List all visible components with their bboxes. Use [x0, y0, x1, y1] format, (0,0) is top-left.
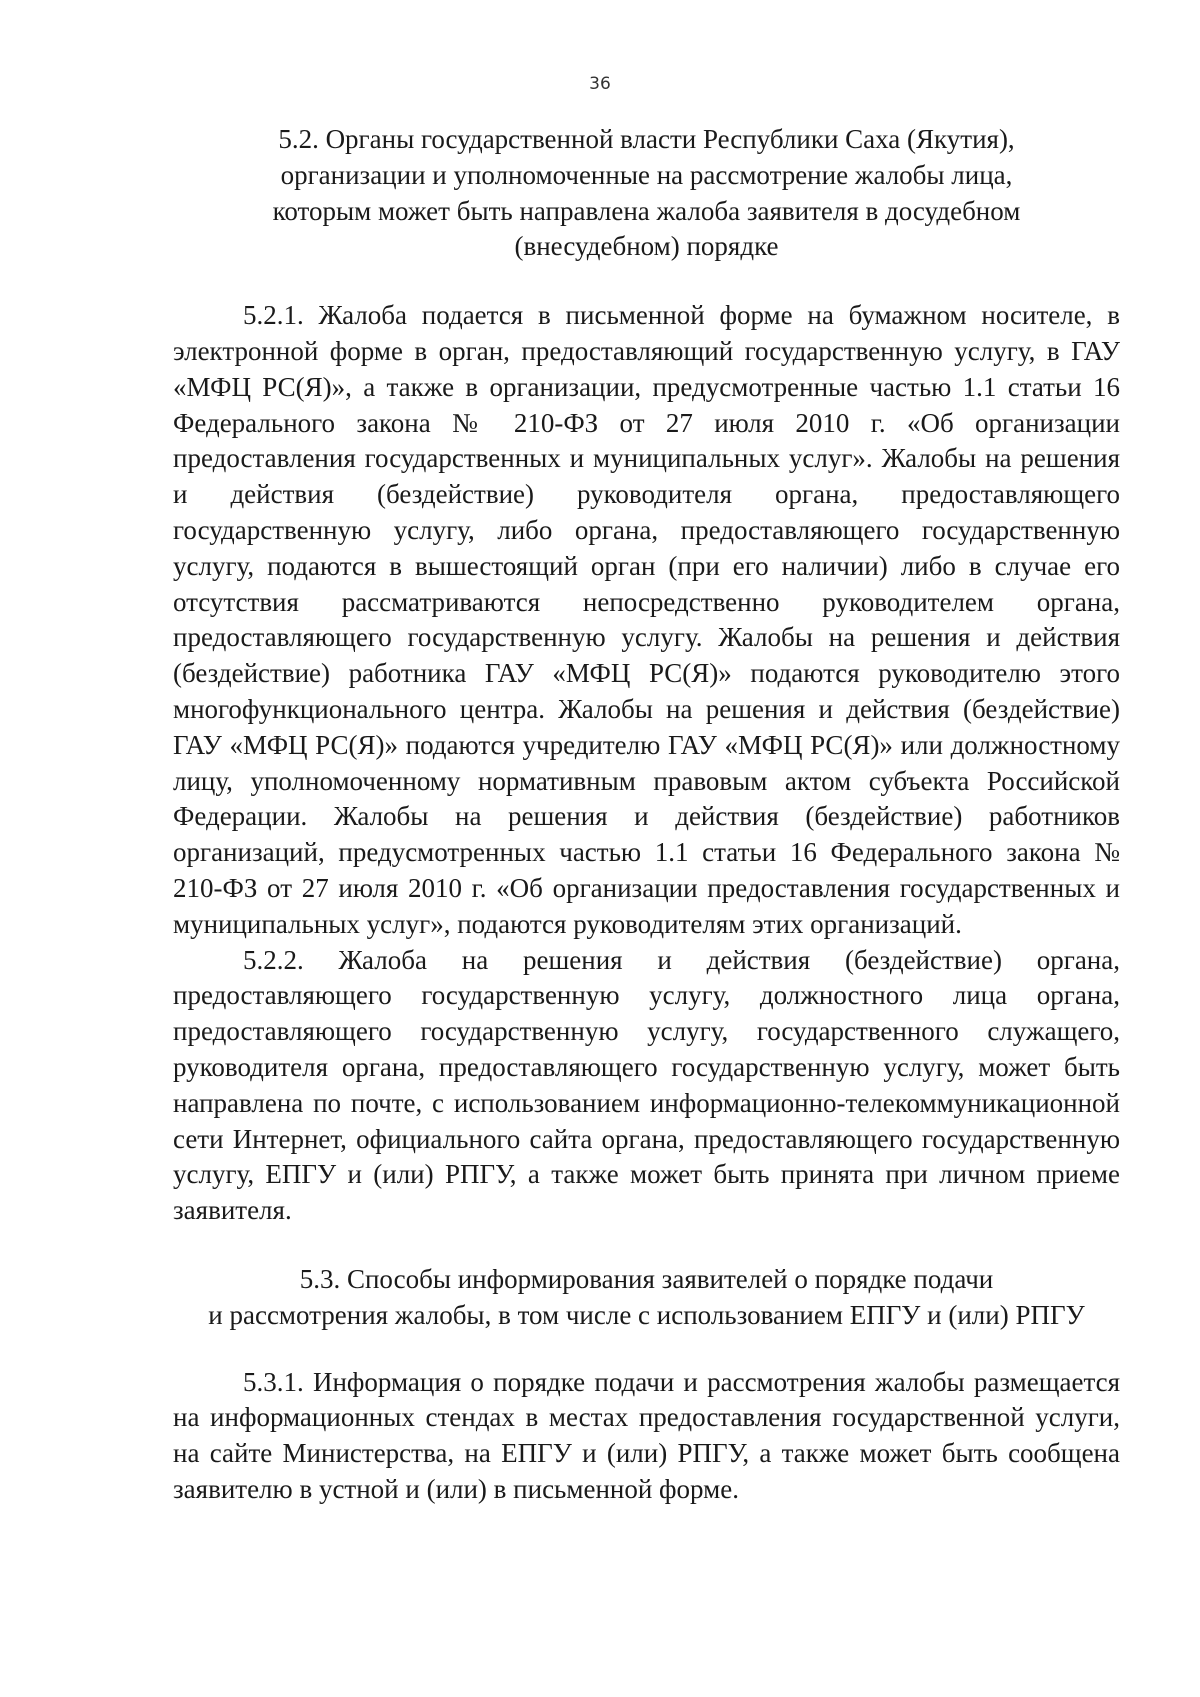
paragraph-5-2-2: 5.2.2. Жалоба на решения и действия (бездействие) органа, предоставляющего государственную услугу, должностного лица органа, предоставляющего государственную услугу, государственного служащего, руководителя органа, предоставляющего государственную услугу, может быть направлена по почте, с использованием информационно-телекоммуникационной сети Интернет, официального сайта органа, предоставляющего государственную услугу, ЕПГУ и (или) РПГУ, а также может быть принята при личном приеме заявителя.: [173, 944, 1120, 1226]
heading-line: (внесудебном) порядке: [514, 231, 779, 262]
spacer: [173, 265, 1120, 298]
section-5-3-heading: [173, 1262, 1120, 1334]
paragraph-5-2-1: 5.2.1. Жалоба подается в письменной форме на бумажном носителе, в электронной форме в орган, предоставляющий государственную услугу, в ГАУ «МФЦ РС(Я)», а также в организации, предусмотренные частью 1.1 статьи 16 Федерального закона № 210-ФЗ от 27 июля 2010 г. «Об организации предоставления государственных и муниципальных услуг». Жалобы на решения и действия (бездействие) руководителя органа, предоставляющего государственную услугу, либо органа, предоставляющего государственную услугу, подаются в вышестоящий орган (при его наличии) либо в случае его отсутствия рассматриваются непосредственно руководителем органа, предоставляющего государственную услугу. Жалобы на решения и действия (бездействие) работника ГАУ «МФЦ РС(Я)» подаются руководителю этого многофункционального центра. Жалобы на решения и действия (бездействие) ГАУ «МФЦ РС(Я)» подаются учредителю ГАУ «МФЦ РС(Я)» или должностному лицу, уполномоченному нормативным правовым актом субъекта Российской Федерации. Жалобы на решения и действия (бездействие) работников организаций, предусмотренных частью 1.1 статьи 16 Федерального закона № 210-ФЗ от 27 июля 2010 г. «Об организации предоставления государственных и муниципальных услуг», подаются руководителям этих организаций.: [173, 300, 1120, 939]
paragraph-5-3-1: 5.3.1. Информация о порядке подачи и рассмотрения жалобы размещается на информационных стендах в местах предоставления государственной услуги, на сайте Министерства, на ЕПГУ и (или) РПГУ, а также может быть сообщена заявителю в устной и (или) в письменной форме.: [173, 1366, 1120, 1504]
document-body: [173, 122, 1120, 1508]
spacer: [173, 1229, 1120, 1262]
section-5-2-heading: [173, 122, 1120, 265]
page-number: 36: [589, 74, 611, 94]
heading-line: 5.3. Способы информирования заявителей о порядке подачи: [299, 1263, 994, 1294]
heading-line: организации и уполномоченные на рассмотрение жалобы лица,: [280, 159, 1013, 190]
heading-line: которым может быть направлена жалоба заявителя в досудебном: [272, 195, 1021, 226]
spacer: [173, 1334, 1120, 1365]
heading-line: 5.2. Органы государственной власти Республики Саха (Якутия),: [278, 124, 1015, 154]
heading-line: и рассмотрения жалобы, в том числе с использованием ЕПГУ и (или) РПГУ: [208, 1299, 1085, 1330]
